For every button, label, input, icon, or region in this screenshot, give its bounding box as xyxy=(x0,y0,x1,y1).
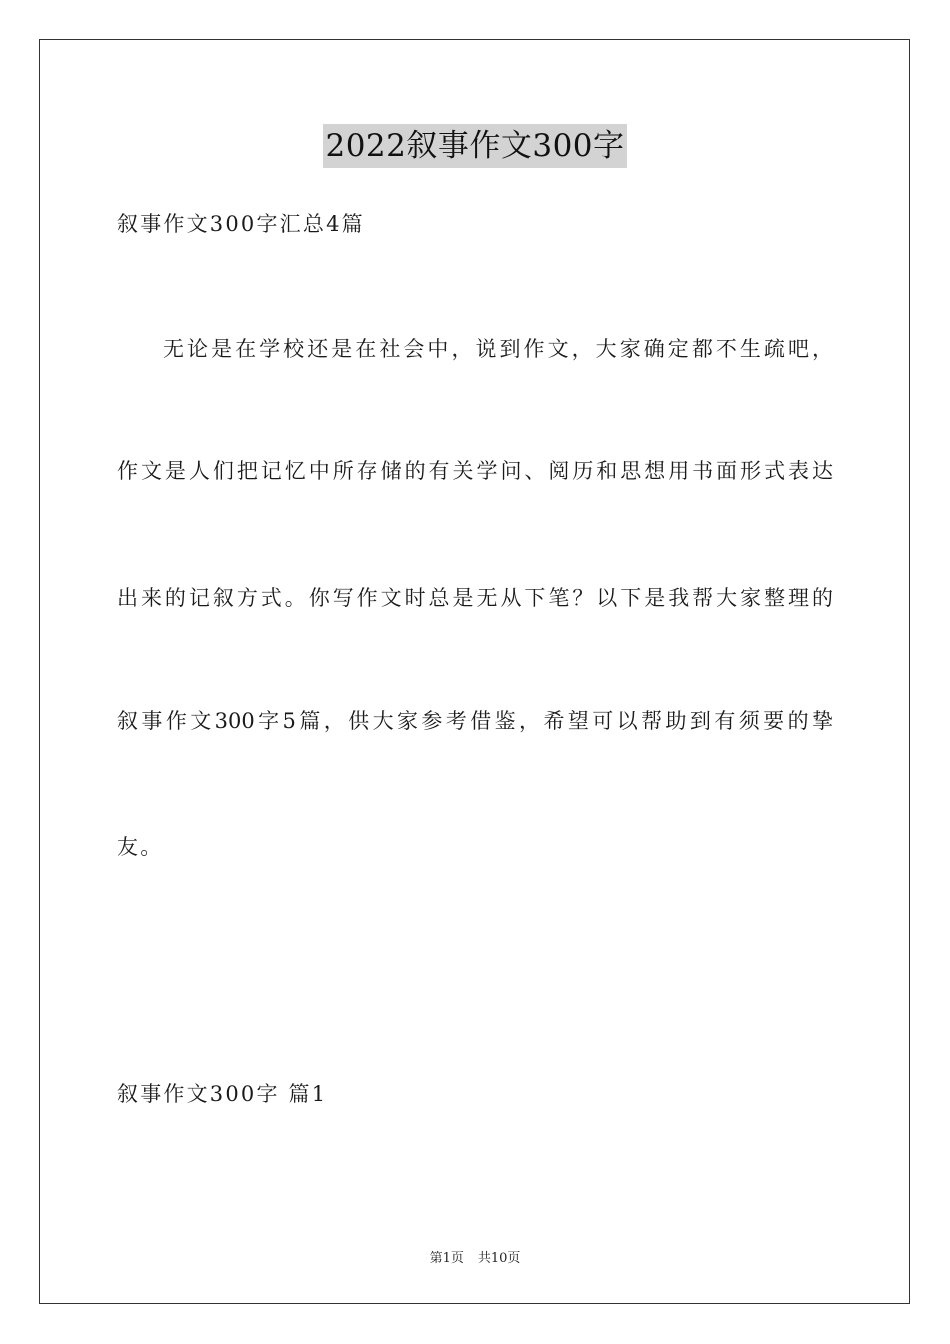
paragraph-line-5: 友。 xyxy=(117,835,164,859)
document-subtitle: 叙事作文300字汇总4篇 xyxy=(117,212,365,236)
title-container xyxy=(0,124,950,168)
paragraph-line-3: 出来的记叙方式。你写作文时总是无从下笔？以下是我帮大家整理的 xyxy=(117,586,833,610)
paragraph-line-1: 无论是在学校还是在社会中，说到作文，大家确定都不生疏吧， xyxy=(163,337,833,361)
paragraph-line-2: 作文是人们把记忆中所存储的有关学问、阅历和思想用书面形式表达 xyxy=(117,459,833,483)
document-title: 2022叙事作文300字 xyxy=(323,124,626,168)
page-number: 第1页 xyxy=(429,1251,464,1266)
page-footer xyxy=(0,1247,950,1266)
section-heading: 叙事作文300字 篇1 xyxy=(117,1082,328,1106)
paragraph-line-4: 叙事作文300字5篇，供大家参考借鉴，希望可以帮助到有须要的挚 xyxy=(117,709,833,733)
page-total: 共10页 xyxy=(477,1251,521,1266)
